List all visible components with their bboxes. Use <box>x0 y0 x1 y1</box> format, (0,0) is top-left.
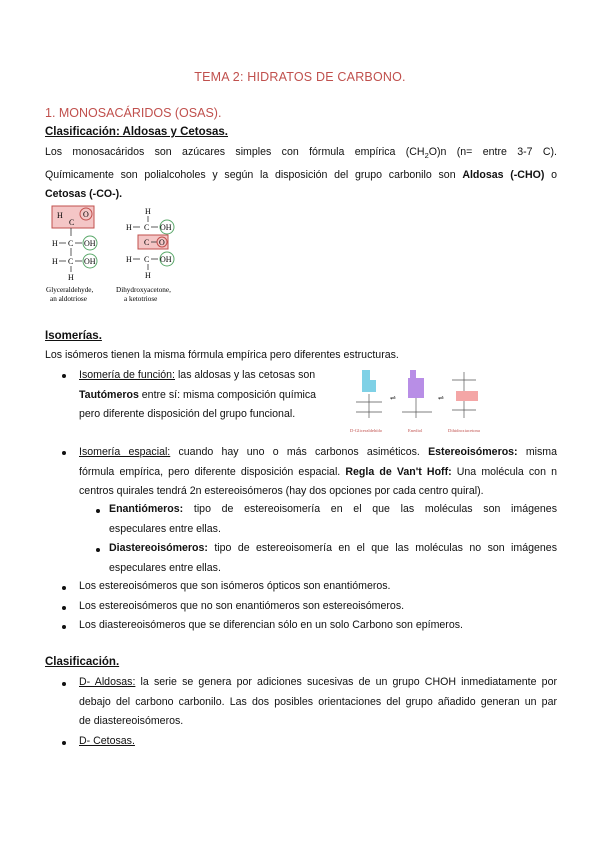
figure-tautomers <box>348 366 508 441</box>
subheading-clasificacion-aldosas-cetosas: Clasificación: Aldosas y Cetosas. <box>45 126 229 138</box>
bullet-d-aldosas: D- Aldosas: la serie se genera por adiciones sucesivas de un grupo CHOH inmediatamente por debajo del carbono carbonilo. Las dos posibles orientaciones del grupo añadido generan un par de diastereoisómeros. <box>79 676 557 728</box>
caption-dihydroxyacetone: Dihydroxyacetone, <box>116 286 171 294</box>
bullet-diastereoisomeros: Diastereoisómeros: tipo de estereoisomería en el que las moléculas no son imágenes especulares entre ellas. <box>109 542 557 574</box>
atom-o: O <box>83 210 89 219</box>
bullet-stereo-optical: Los estereoisómeros que son isómeros ópticos son enantiómeros. <box>79 580 391 592</box>
caption-ketotriose: a ketotriose <box>124 295 158 303</box>
bullet-dot <box>62 451 66 455</box>
atom-c: C <box>68 239 74 248</box>
section-heading-monosacaridos: 1. MONOSACÁRIDOS (OSAS). <box>45 106 222 120</box>
bullet-stereo-not-enantiomers: Los estereoisómeros que no son enantiómeros son estereoisómeros. <box>79 600 405 612</box>
bullet-dot <box>62 625 66 629</box>
bullet-epimeros: Los diastereoisómeros que se diferencian sólo en un solo Carbono son epímeros. <box>79 619 463 631</box>
intro-line-2: Químicamente son polialcoholes y según la disposición del grupo carbonilo son Aldosas (-CHO) o <box>45 168 557 181</box>
subheading-clasificacion: Clasificación. <box>45 656 120 668</box>
bullet-dot <box>62 741 66 745</box>
bullet-isomeria-funcion: Isomería de función: las aldosas y las cetosas son Tautómeros entre sí: misma composición química pero diferente disposición del grupo funcional. <box>79 369 317 420</box>
bullet-dot <box>96 509 100 513</box>
group-oh: OH <box>84 239 96 248</box>
atom-h: H <box>52 257 58 266</box>
bullet-dot <box>96 548 100 552</box>
caption-aldotriose: an aldotriose <box>50 295 87 303</box>
atom-h: H <box>57 211 63 220</box>
svg-text:⇌: ⇌ <box>438 394 444 402</box>
page-title: TEMA 2: HIDRATOS DE CARBONO. <box>194 70 406 84</box>
atom-h: H <box>52 239 58 248</box>
atom-h: H <box>126 255 132 264</box>
atom-h: H <box>145 271 151 280</box>
tautomers-diagram <box>348 366 508 436</box>
atom-h: H <box>68 273 74 282</box>
intro-line-3: Cetosas (-CO-). <box>45 188 123 201</box>
atom-c: C <box>144 223 150 232</box>
atom-c: C <box>69 218 75 227</box>
subheading-isomerias: Isomerías. <box>45 330 102 342</box>
bullet-isomeria-espacial: Isomería espacial: cuando hay uno o más carbonos asiméticos. Estereoisómeros: misma fórmula empírica, pero diferente disposición espacial. Regla de Van't Hoff: Una molécula con n centros quirales tendrá 2n estereoisómeros (hay dos opciones por cada centro quiral). <box>79 446 558 498</box>
group-oh: OH <box>160 255 172 264</box>
figure-aldose-ketose <box>40 204 210 309</box>
atom-h: H <box>126 223 132 232</box>
bullet-dot <box>62 682 66 686</box>
caption-enediol: Enediol <box>408 428 423 433</box>
svg-text:⇌: ⇌ <box>390 394 396 402</box>
caption-dihidroxiacetona: Dihidroxiacetona <box>448 428 480 433</box>
bullet-dot <box>62 374 66 378</box>
atom-c: C <box>144 255 150 264</box>
bullet-dot <box>62 606 66 610</box>
group-oh: OH <box>160 223 172 232</box>
atom-c: C <box>68 257 74 266</box>
atom-o: O <box>159 238 165 247</box>
bullet-enantiomeros: Enantiómeros: tipo de estereoisomería en el que las moléculas son imágenes especulares entre ellas. <box>109 503 557 535</box>
bullet-d-cetosas: D- Cetosas. <box>79 735 135 747</box>
bullet-dot <box>62 586 66 590</box>
caption-glyceraldehyde: Glyceraldehyde, <box>46 286 94 294</box>
atom-c: C <box>144 238 150 247</box>
caption-gliceraldehido: D-Gliceraldehído <box>350 428 383 433</box>
group-oh: OH <box>84 257 96 266</box>
intro-line-1: Los monosacáridos son azúcares simples con fórmula empírica $(CH_2O)n$ (n= entre 3-7 C). <box>45 146 558 161</box>
atom-h: H <box>145 207 151 216</box>
intro-paragraph <box>45 143 557 205</box>
isomerias-intro: Los isómeros tienen la misma fórmula empírica pero diferentes estructuras. <box>45 349 399 361</box>
aldose-ketose-diagram <box>40 204 210 304</box>
